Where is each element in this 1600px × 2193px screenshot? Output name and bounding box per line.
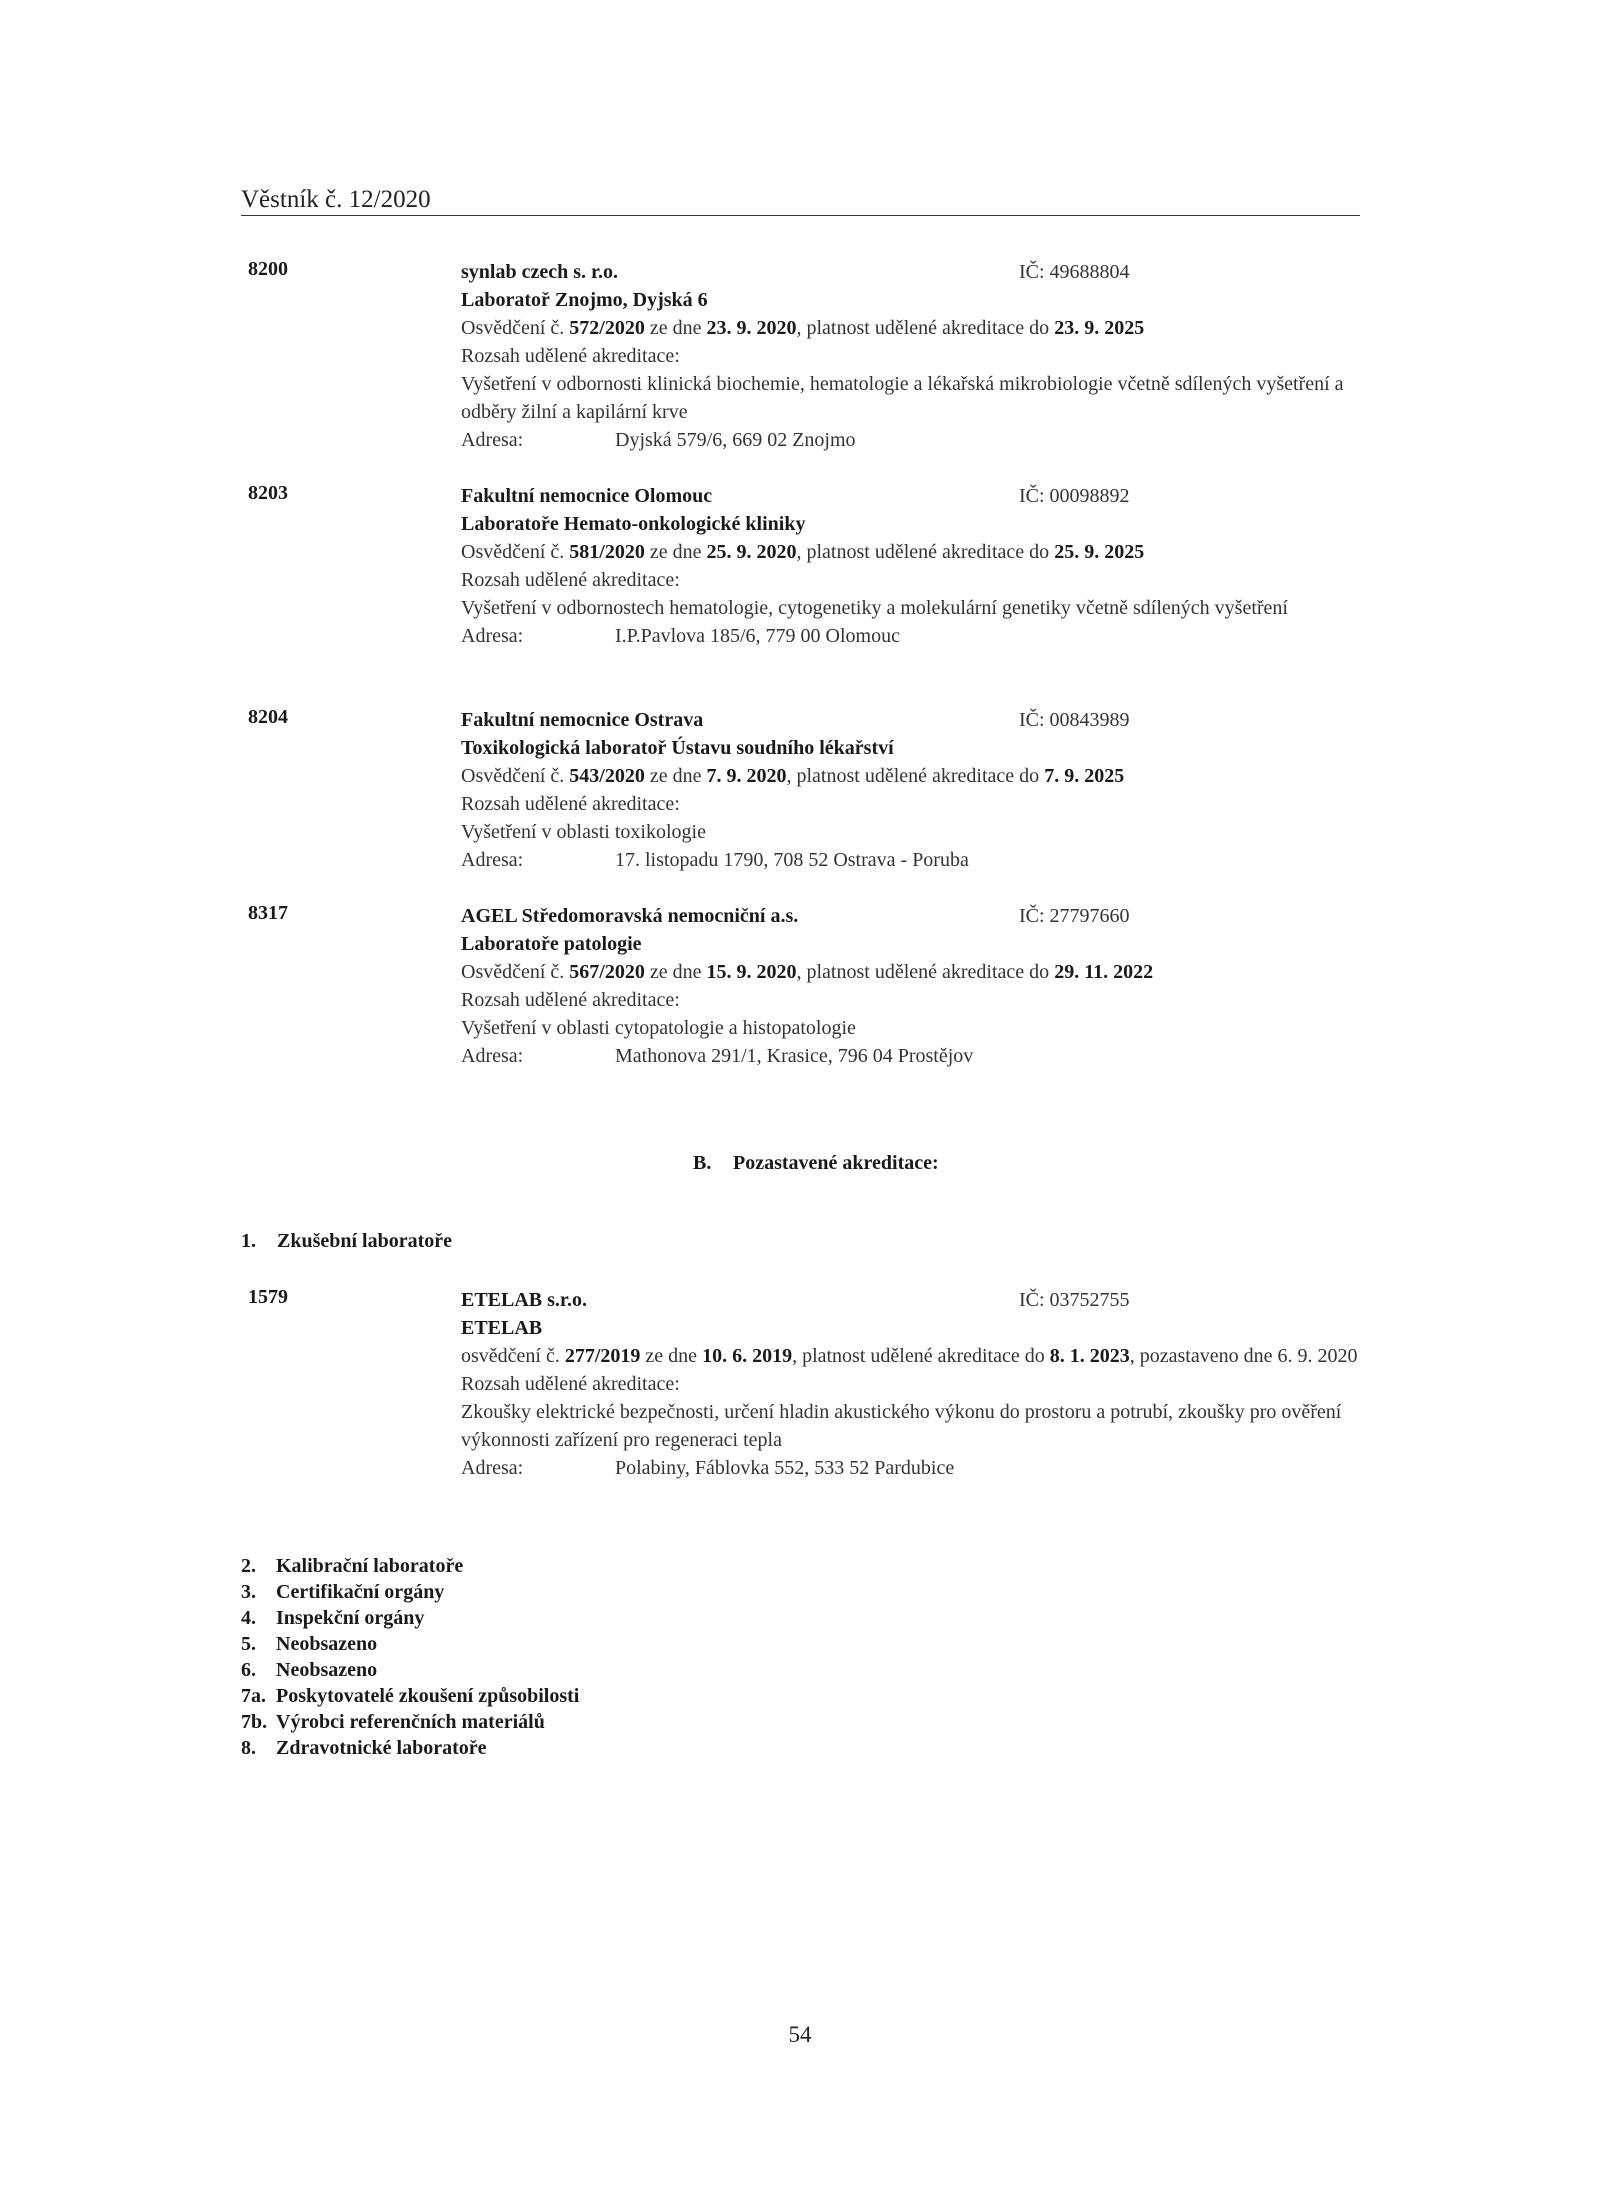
entry-body [461, 1286, 1361, 1482]
address-line: Adresa: I.P.Pavlova 185/6, 779 00 Olomouc [461, 625, 900, 647]
list-item: 5. Neobsazeno [241, 1633, 378, 1655]
scope-label: Rozsah udělené akreditace: [461, 569, 680, 591]
lab-name: Laboratoře Hemato-onkologické kliniky [461, 513, 806, 535]
ico-number: IČ: 27797660 [1019, 905, 1130, 927]
list-item: 7b. Výrobci referenčních materiálů [241, 1711, 545, 1733]
entry-number: 8200 [248, 258, 288, 280]
header-divider [241, 215, 1360, 216]
certificate-line: osvědčení č. 277/2019 ze dne 10. 6. 2019, platnost udělené akreditace do 8. 1. 2023, pozastaveno dne 6. 9. 2020 [461, 1345, 1358, 1367]
subsection-heading: 1. Zkušební laboratoře [241, 1230, 453, 1252]
scope-label: Rozsah udělené akreditace: [461, 1373, 680, 1395]
list-item: 6. Neobsazeno [241, 1659, 378, 1681]
scope-text: Vyšetření v odbornosti klinická biochemie, hematologie a lékařská mikrobiologie včetně sdílených vyšetření a odběry žilní a kapilární krve [461, 373, 1344, 423]
entry-body [461, 258, 1361, 454]
category-list [241, 1553, 579, 1761]
entry-number: 8204 [248, 706, 288, 728]
page-header-title: Věstník č. 12/2020 [241, 186, 431, 213]
org-name: AGEL Středomoravská nemocniční a.s. [461, 905, 799, 927]
certificate-line: Osvědčení č. 567/2020 ze dne 15. 9. 2020, platnost udělené akreditace do 29. 11. 2022 [461, 961, 1154, 983]
org-name: ETELAB s.r.o. [461, 1289, 587, 1311]
lab-name: ETELAB [461, 1317, 543, 1339]
ico-number: IČ: 49688804 [1019, 261, 1130, 283]
certificate-line: Osvědčení č. 581/2020 ze dne 25. 9. 2020, platnost udělené akreditace do 25. 9. 2025 [461, 541, 1145, 563]
lab-name: Laboratoře patologie [461, 933, 642, 955]
address-line: Adresa: Mathonova 291/1, Krasice, 796 04 Prostějov [461, 1045, 974, 1067]
certificate-line: Osvědčení č. 543/2020 ze dne 7. 9. 2020, platnost udělené akreditace do 7. 9. 2025 [461, 765, 1125, 787]
entry-number: 8203 [248, 482, 288, 504]
lab-name: Toxikologická laboratoř Ústavu soudního lékařství [461, 737, 894, 759]
ico-number: IČ: 03752755 [1019, 1289, 1130, 1311]
org-name: Fakultní nemocnice Ostrava [461, 709, 704, 731]
address-line: Adresa: 17. listopadu 1790, 708 52 Ostrava - Poruba [461, 849, 969, 871]
lab-name: Laboratoř Znojmo, Dyjská 6 [461, 289, 708, 311]
scope-text: Zkoušky elektrické bezpečnosti, určení hladin akustického výkonu do prostoru a potrubí, zkoušky pro ověření výkonnosti zařízení pro regeneraci tepla [461, 1401, 1342, 1451]
scope-text: Vyšetření v oblasti toxikologie [461, 821, 706, 843]
section-heading: B. Pozastavené akreditace: [693, 1152, 939, 1174]
address-line: Adresa: Dyjská 579/6, 669 02 Znojmo [461, 429, 856, 451]
scope-label: Rozsah udělené akreditace: [461, 345, 680, 367]
list-item: 8. Zdravotnické laboratoře [241, 1737, 487, 1759]
certificate-line: Osvědčení č. 572/2020 ze dne 23. 9. 2020, platnost udělené akreditace do 23. 9. 2025 [461, 317, 1145, 339]
scope-label: Rozsah udělené akreditace: [461, 989, 680, 1011]
org-name: synlab czech s. r.o. [461, 261, 619, 283]
entry-number: 1579 [248, 1286, 288, 1308]
list-item: 3. Certifikační orgány [241, 1581, 445, 1603]
address-line: Adresa: Polabiny, Fáblovka 552, 533 52 Pardubice [461, 1457, 955, 1479]
org-name: Fakultní nemocnice Olomouc [461, 485, 713, 507]
scope-label: Rozsah udělené akreditace: [461, 793, 680, 815]
list-item: 2. Kalibrační laboratoře [241, 1555, 464, 1577]
entry-body [461, 706, 1361, 874]
entry-body [461, 902, 1361, 1070]
ico-number: IČ: 00843989 [1019, 709, 1130, 731]
entry-number: 8317 [248, 902, 288, 924]
page-number: 54 [788, 2022, 812, 2047]
scope-text: Vyšetření v oblasti cytopatologie a histopatologie [461, 1017, 856, 1039]
ico-number: IČ: 00098892 [1019, 485, 1130, 507]
entry-body [461, 482, 1361, 650]
scope-text: Vyšetření v odbornostech hematologie, cytogenetiky a molekulární genetiky včetně sdílených vyšetření [461, 597, 1288, 619]
list-item: 4. Inspekční orgány [241, 1607, 425, 1629]
list-item: 7a. Poskytovatelé zkoušení způsobilosti [241, 1685, 580, 1707]
